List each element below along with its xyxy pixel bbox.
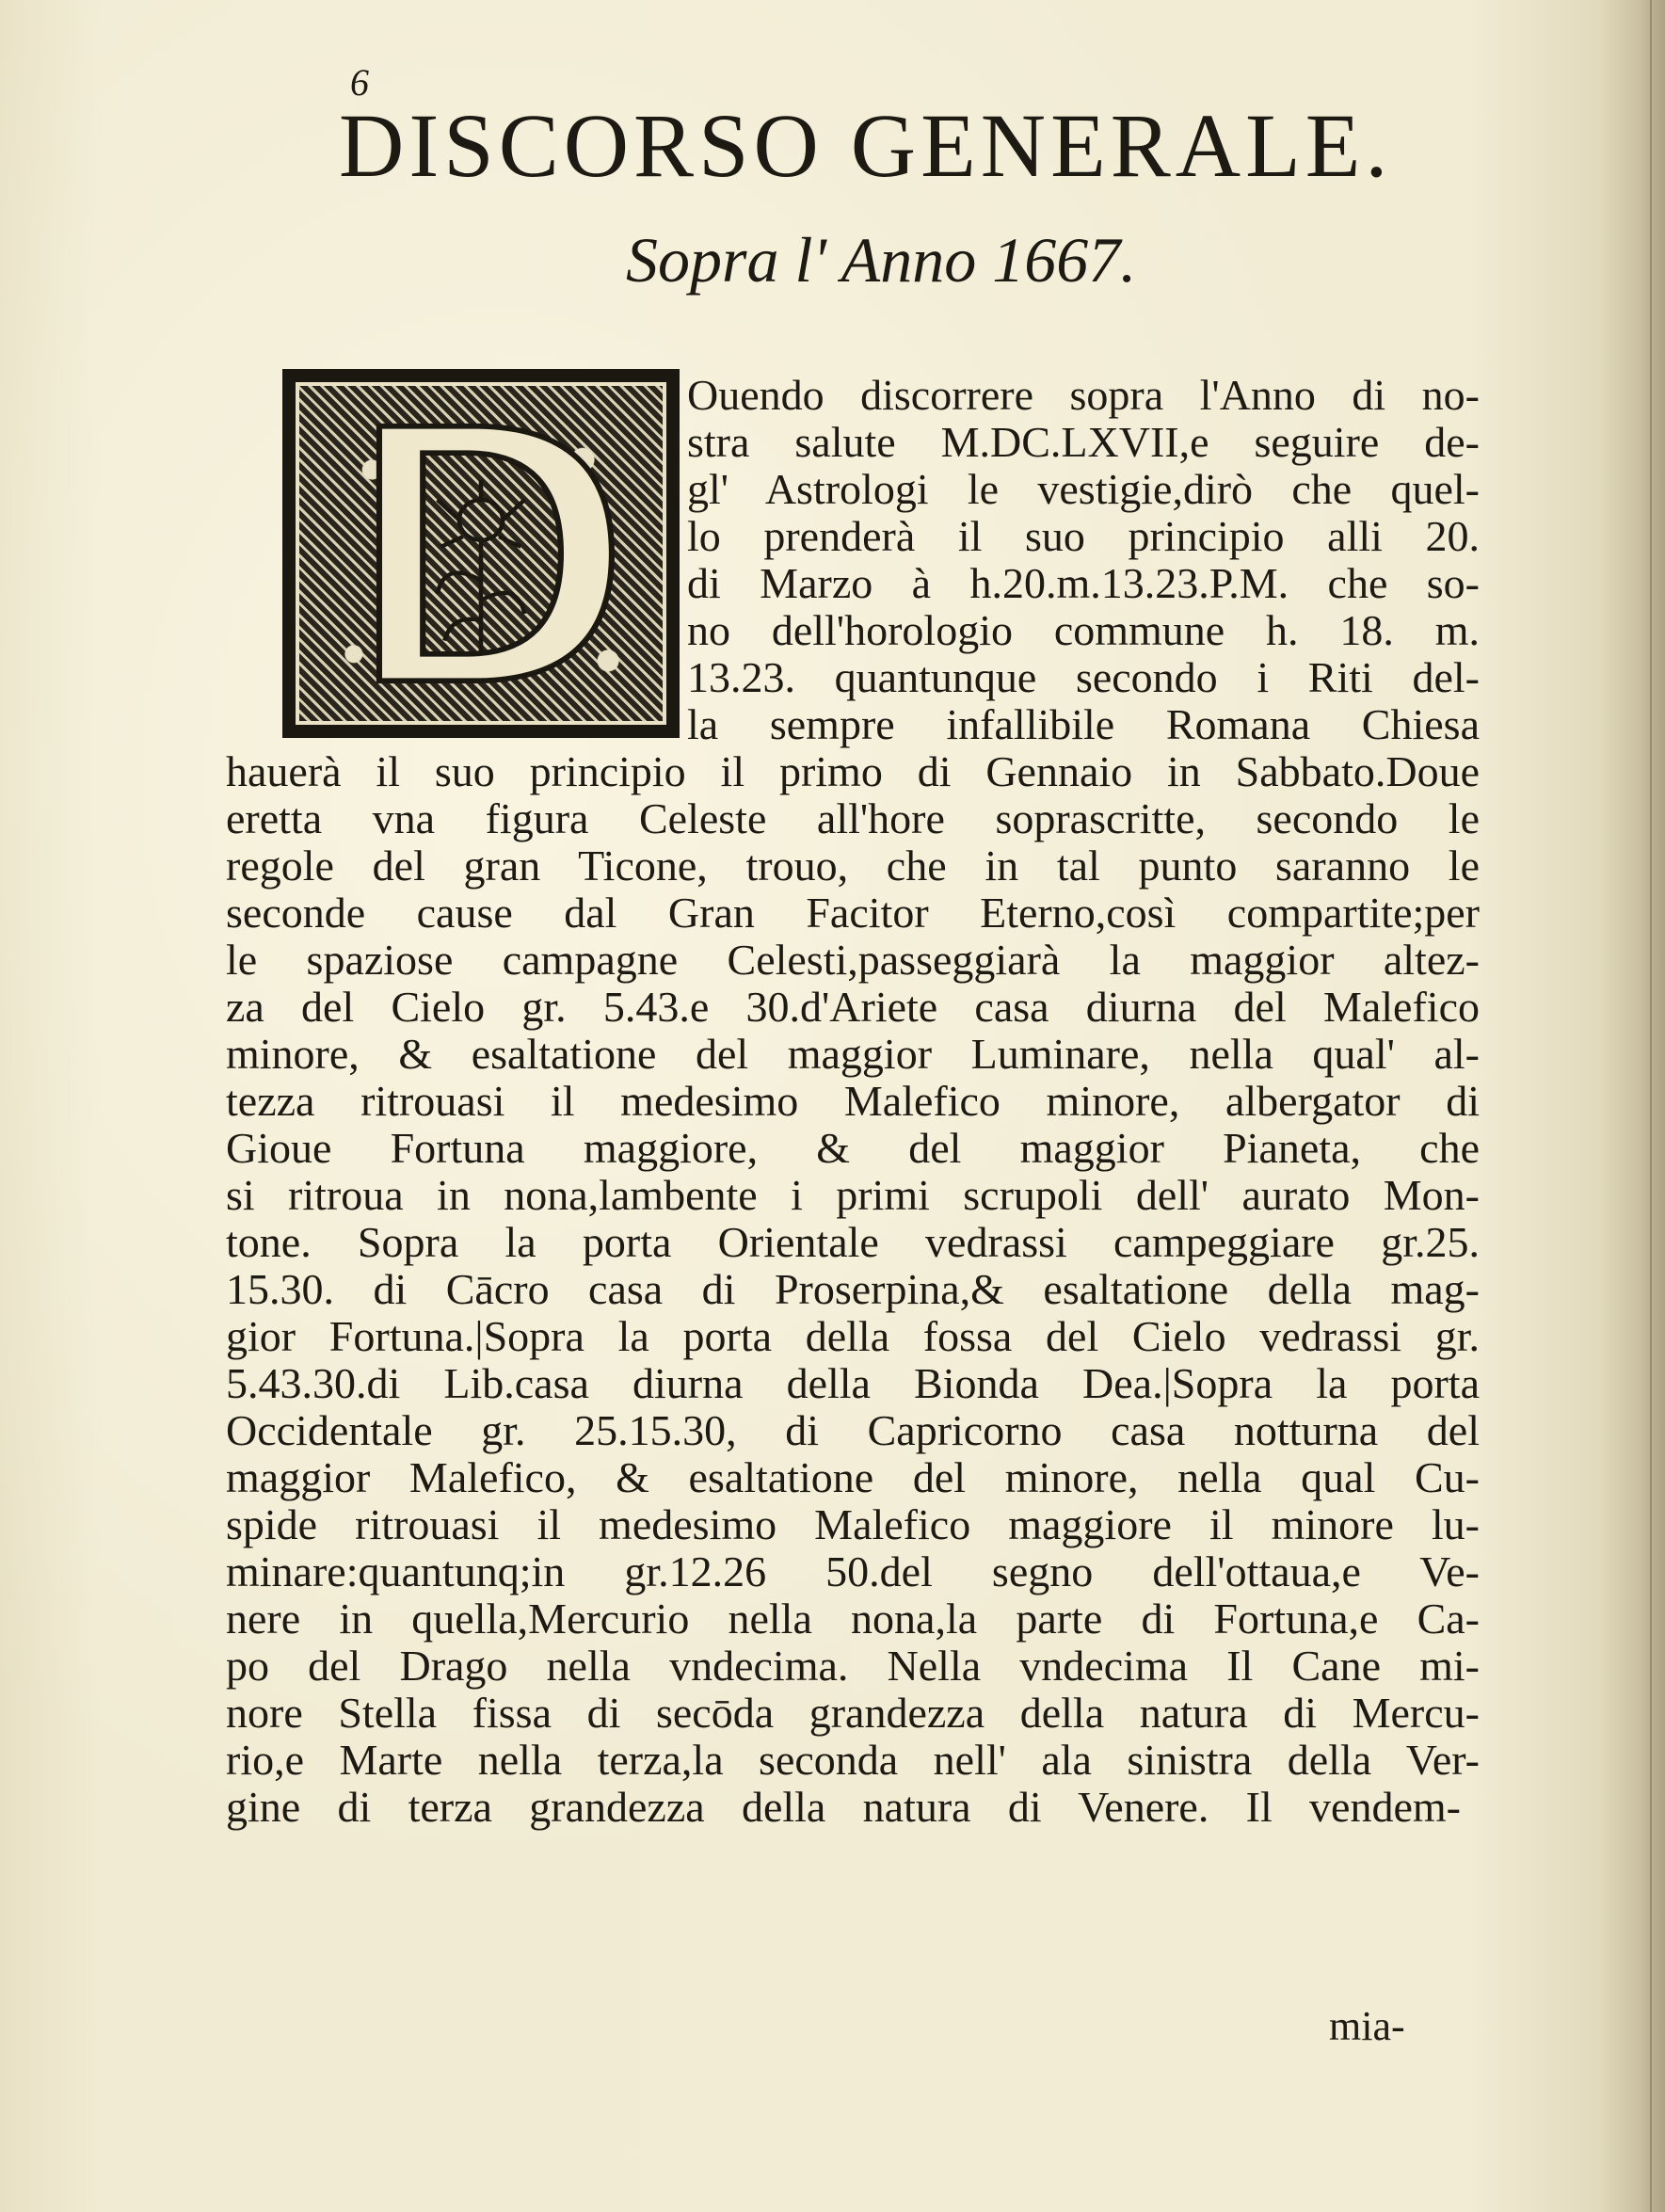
text-line: 13.23. quantunque secondo i Riti del- [687, 654, 1480, 701]
text-line: minore, & esaltatione del maggior Luminare, nella qual' al- [226, 1031, 1480, 1078]
text-line: za del Cielo gr. 5.43.e 30.d'Ariete casa diurna del Malefico [226, 984, 1480, 1031]
text-line: 15.30. di Cācro casa di Proserpina,& esaltatione della mag- [226, 1266, 1480, 1313]
text-line: Gioue Fortuna maggiore, & del maggior Pianeta, che [226, 1125, 1480, 1172]
page-title: DISCORSO GENERALE. [339, 95, 1393, 196]
text-line: Ouendo discorrere sopra l'Anno di no- [687, 372, 1480, 419]
text-line: eretta vna figura Celeste all'hore soprascritte, secondo le [226, 795, 1480, 842]
text-line: spide ritrouasi il medesimo Malefico maggiore il minore lu- [226, 1501, 1480, 1548]
decorated-initial-d [282, 369, 680, 738]
text-line: nore Stella fissa di secōda grandezza della natura di Mercu- [226, 1690, 1480, 1737]
initial-letter-glyph [299, 386, 663, 721]
page-number: 6 [350, 61, 369, 104]
text-line: gior Fortuna.|Sopra la porta della fossa del Cielo vedrassi gr. [226, 1313, 1480, 1360]
initial-ornament-icon [296, 382, 666, 725]
page-edge-shadow [1599, 0, 1665, 2212]
text-line: stra salute M.DC.LXVII,e seguire de- [687, 419, 1480, 466]
text-line: rio,e Marte nella terza,la seconda nell' ala sinistra della Ver- [226, 1737, 1480, 1784]
text-line: gl' Astrologi le vestigie,dirò che quel- [687, 466, 1480, 513]
text-line: tezza ritrouasi il medesimo Malefico minore, albergator di [226, 1078, 1480, 1125]
text-line: nere in quella,Mercurio nella nona,la parte di Fortuna,e Ca- [226, 1595, 1480, 1643]
text-line: maggior Malefico, & esaltatione del minore, nella qual Cu- [226, 1454, 1480, 1501]
text-line: Occidentale gr. 25.15.30, di Capricorno casa notturna del [226, 1407, 1480, 1454]
text-line: tone. Sopra la porta Orientale vedrassi campeggiare gr.25. [226, 1219, 1480, 1266]
catchword: mia- [1329, 2003, 1405, 2049]
text-line: regole del gran Ticone, trouo, che in tal punto saranno le [226, 842, 1480, 890]
text-line: di Marzo à h.20.m.13.23.P.M. che so- [687, 560, 1480, 607]
text-line: no dell'horologio commune h. 18. m. [687, 607, 1480, 654]
text-line: hauerà il suo principio il primo di Gennaio in Sabbato.Doue [226, 748, 1480, 795]
text-line: seconde cause dal Gran Facitor Eterno,così compartite;per [226, 890, 1480, 937]
text-line: 5.43.30.di Lib.casa diurna della Bionda Dea.|Sopra la porta [226, 1360, 1480, 1407]
text-line: gine di terza grandezza della natura di Venere. Il vendem- [226, 1784, 1461, 1831]
text-line: minare:quantunq;in gr.12.26 50.del segno dell'ottaua,e Ve- [226, 1548, 1480, 1595]
text-line: po del Drago nella vndecima. Nella vndecima Il Cane mi- [226, 1643, 1480, 1690]
text-line: la sempre infallibile Romana Chiesa [687, 701, 1480, 748]
text-line: si ritroua in nona,lambente i primi scrupoli dell' aurato Mon- [226, 1172, 1480, 1219]
page-edge-line [1650, 0, 1652, 2212]
page-subtitle: Sopra l' Anno 1667. [626, 224, 1137, 296]
text-line: le spaziose campagne Celesti,passeggiarà la maggior altez- [226, 937, 1480, 984]
text-line: lo prenderà il suo principio alli 20. [687, 513, 1480, 560]
